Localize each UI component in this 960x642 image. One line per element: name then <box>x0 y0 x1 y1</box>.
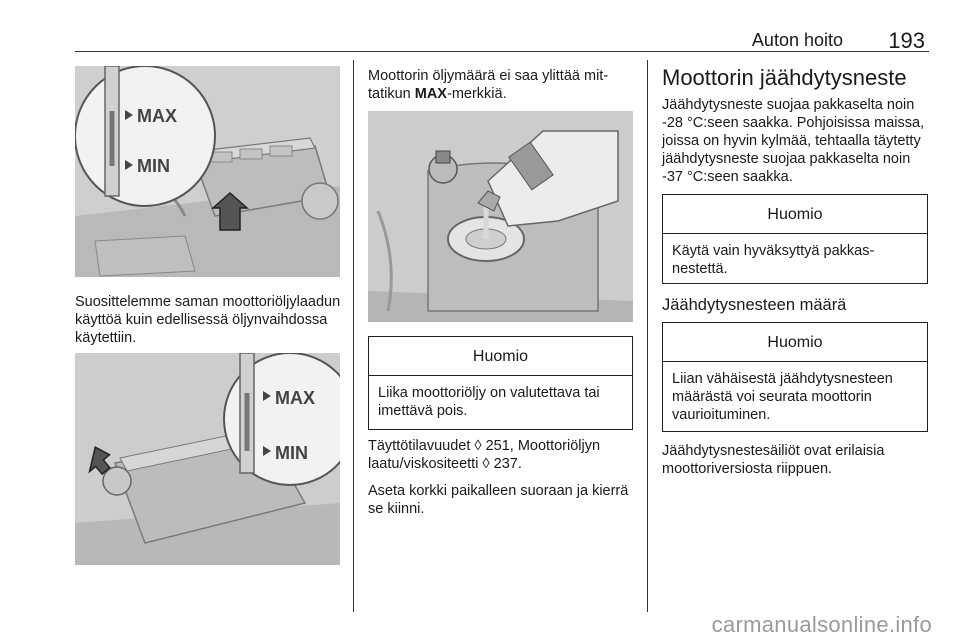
notice-text: Liian vähäisestä jäähdytysnesteen määrästä voi seurata moottorin vaurioituminen. <box>672 371 893 423</box>
notice-text: Käytä vain hyväksyttyä pakkasnestettä. <box>672 243 875 277</box>
cap-instruction-paragraph: Aseta korkki paikalleen suoraan ja kierrä se kiinni. <box>368 483 629 517</box>
oil-level-warning-paragraph <box>368 67 638 103</box>
coolant-notice-box <box>662 194 928 284</box>
max-mark-label: MAX <box>137 106 177 126</box>
section-title: Moottorin jäähdytysneste <box>662 65 907 90</box>
max-mark-label: MAX <box>275 388 315 408</box>
oil-level-text-a: Moottorin öljymäärä ei saa ylittää mittatikun <box>368 68 609 102</box>
dipstick-variant-figure <box>75 353 340 565</box>
column-divider <box>647 60 648 612</box>
min-mark-label: MIN <box>137 156 170 176</box>
oil-quality-paragraph: Suosittelemme saman moottoriöljylaadun käyttöä kuin edellisessä öljynvaihdossa käytettiin. <box>75 294 341 346</box>
header-section-title: Auton hoito <box>751 30 843 50</box>
notice-title: Huomio <box>369 337 632 376</box>
column-divider <box>353 60 354 612</box>
notice-text: Liika moottoriöljy on valutettava tai imettävä pois. <box>378 385 600 419</box>
oil-filling-figure <box>368 111 633 322</box>
coolant-intro-paragraph: Jäähdytysneste suojaa pakkaselta noin -28 °C:seen saakka. Pohjoisissa maissa, joissa on hyvin kylmää, tehtaalla täytetty jäähdytysneste suojaa pakkaselta noin -37 °C:seen saakka. <box>662 97 925 185</box>
watermark: carmanualsonline.info <box>711 612 932 637</box>
notice-title: Huomio <box>663 195 927 234</box>
subsection-title: Jäähdytysnesteen määrä <box>662 296 847 314</box>
oil-notice-box <box>368 336 633 430</box>
notice-title: Huomio <box>663 323 927 362</box>
reservoir-paragraph: Jäähdytysnestesäiliöt ovat erilaisia moottoriversiosta riippuen. <box>662 443 885 477</box>
min-mark-label: MIN <box>275 443 308 463</box>
page-number: 193 <box>888 28 925 53</box>
capacities-reference-paragraph: Täyttötilavuudet ◊ 251, Moottoriöljyn laatu/viskositeetti ◊ 237. <box>368 438 601 472</box>
dipstick-location-figure <box>75 66 340 277</box>
page-header <box>75 26 929 52</box>
max-emphasis: MAX <box>414 86 447 102</box>
oil-level-text-b: -merkkiä. <box>446 86 507 102</box>
coolant-level-notice-box <box>662 322 928 432</box>
